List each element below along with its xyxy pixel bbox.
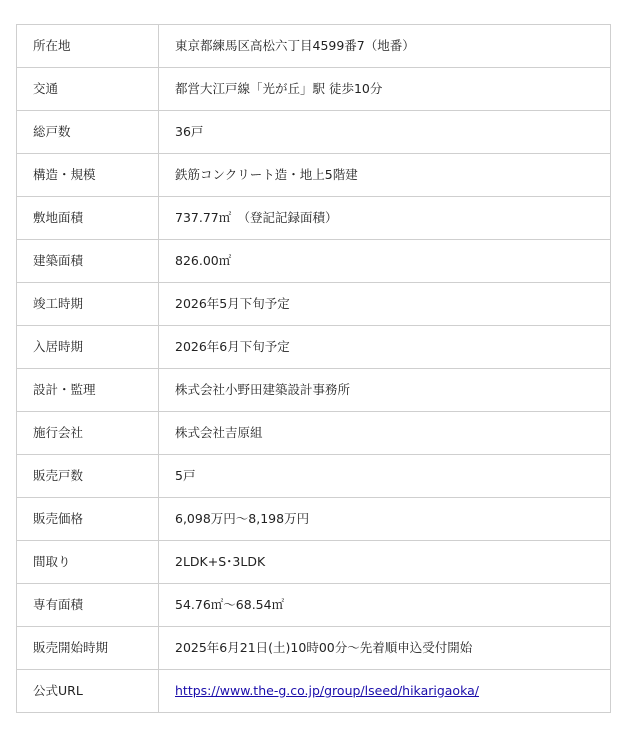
row-value: 2LDK+S･3LDK [159, 541, 611, 584]
row-value: 東京都練馬区高松六丁目4599番7（地番） [159, 25, 611, 68]
row-value: 2026年5月下旬予定 [159, 283, 611, 326]
table-row-price [17, 498, 611, 541]
row-label: 間取り [17, 541, 159, 584]
official-url-link[interactable]: https://www.the-g.co.jp/group/lseed/hikarigaoka/ [175, 683, 479, 698]
table-row-design [17, 369, 611, 412]
table-row-completion [17, 283, 611, 326]
row-label: 販売戸数 [17, 455, 159, 498]
row-label: 建築面積 [17, 240, 159, 283]
row-value [159, 670, 611, 713]
table-row-floor-area [17, 584, 611, 627]
row-label: 販売価格 [17, 498, 159, 541]
table-row-sales-start [17, 627, 611, 670]
row-value: 826.00㎡ [159, 240, 611, 283]
row-value: 5戸 [159, 455, 611, 498]
row-value: 2026年6月下旬予定 [159, 326, 611, 369]
row-label: 所在地 [17, 25, 159, 68]
row-value: 株式会社吉原組 [159, 412, 611, 455]
table-row-floor-plan [17, 541, 611, 584]
table-row-structure [17, 154, 611, 197]
table-row-official-url [17, 670, 611, 713]
row-value: 6,098万円～8,198万円 [159, 498, 611, 541]
table-row-total-units [17, 111, 611, 154]
row-value: 株式会社小野田建築設計事務所 [159, 369, 611, 412]
row-label: 販売開始時期 [17, 627, 159, 670]
table-row-units-for-sale [17, 455, 611, 498]
row-label: 入居時期 [17, 326, 159, 369]
row-label: 専有面積 [17, 584, 159, 627]
row-value: 36戸 [159, 111, 611, 154]
table-row-site-area [17, 197, 611, 240]
row-value: 都営大江戸線「光が丘」駅 徒歩10分 [159, 68, 611, 111]
row-label: 公式URL [17, 670, 159, 713]
row-label: 竣工時期 [17, 283, 159, 326]
table-row-access [17, 68, 611, 111]
row-value: 737.77㎡ （登記記録面積） [159, 197, 611, 240]
table-row-contractor [17, 412, 611, 455]
row-value: 鉄筋コンクリート造・地上5階建 [159, 154, 611, 197]
table-row-move-in [17, 326, 611, 369]
row-label: 設計・監理 [17, 369, 159, 412]
row-value: 2025年6月21日(土)10時00分～先着順申込受付開始 [159, 627, 611, 670]
table-row-address [17, 25, 611, 68]
row-label: 施行会社 [17, 412, 159, 455]
row-label: 交通 [17, 68, 159, 111]
row-label: 敷地面積 [17, 197, 159, 240]
row-label: 構造・規模 [17, 154, 159, 197]
property-spec-table [16, 24, 611, 713]
table-row-building-area [17, 240, 611, 283]
row-label: 総戸数 [17, 111, 159, 154]
row-value: 54.76㎡～68.54㎡ [159, 584, 611, 627]
